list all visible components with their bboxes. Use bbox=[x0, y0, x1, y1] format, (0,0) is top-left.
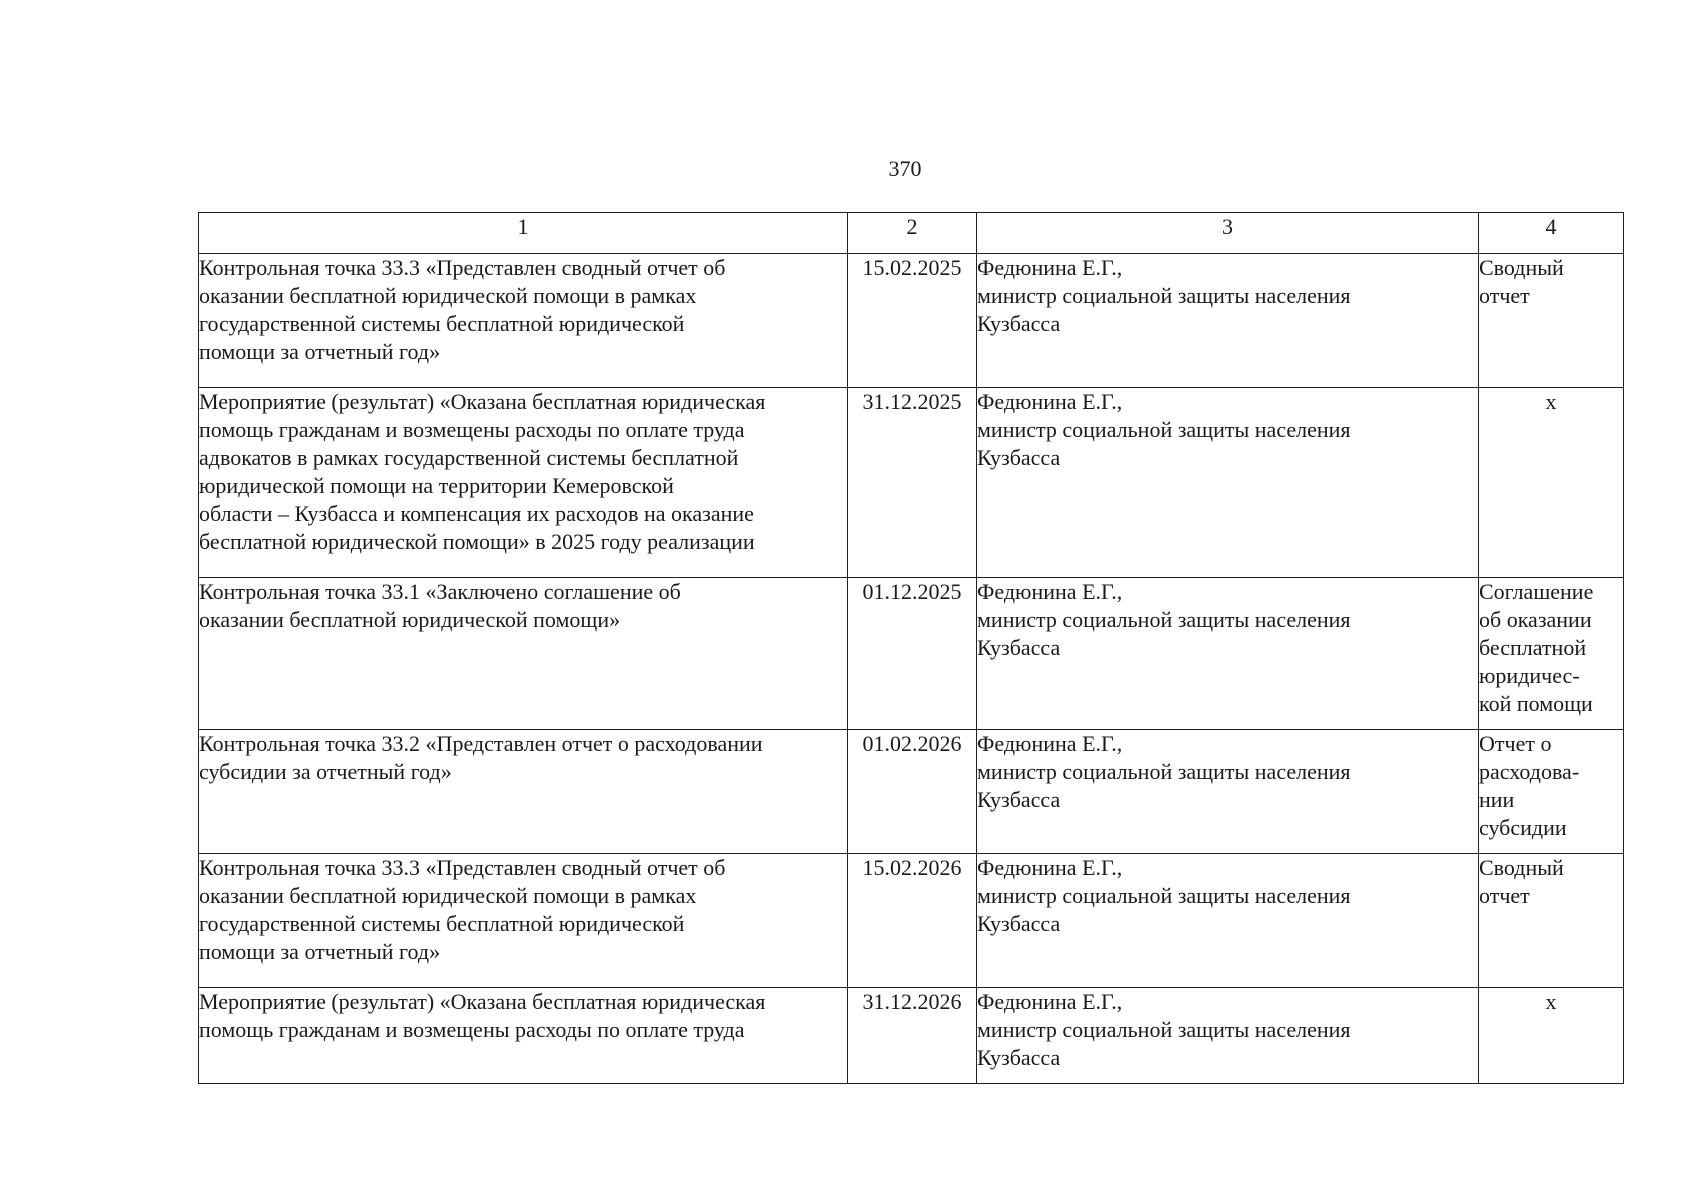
responsible-line: Кузбасса bbox=[977, 1045, 1061, 1070]
result-line: субсидии bbox=[1479, 815, 1567, 840]
cell-result bbox=[1479, 578, 1624, 730]
column-header-4: 4 bbox=[1479, 213, 1624, 254]
responsible-line: министр социальной защиты населения bbox=[977, 759, 1351, 784]
responsible-line: Федюнина Е.Г., bbox=[977, 255, 1123, 280]
description-line: Мероприятие (результат) «Оказана бесплатная юридическая bbox=[199, 989, 766, 1014]
description-line: Контрольная точка 33.1 «Заключено соглашение об bbox=[199, 579, 681, 604]
cell-date: 15.02.2026 bbox=[848, 854, 977, 988]
description-line: Контрольная точка 33.3 «Представлен сводный отчет об bbox=[199, 855, 726, 880]
responsible-line: министр социальной защиты населения bbox=[977, 883, 1351, 908]
responsible-line: Кузбасса bbox=[977, 787, 1061, 812]
description-line: оказании бесплатной юридической помощи» bbox=[199, 607, 621, 632]
result-line: отчет bbox=[1479, 883, 1530, 908]
cell-date: 01.02.2026 bbox=[848, 730, 977, 854]
responsible-line: Федюнина Е.Г., bbox=[977, 989, 1123, 1014]
result-line: юридичес- bbox=[1479, 663, 1580, 688]
table-row bbox=[199, 730, 1624, 854]
cell-description bbox=[199, 988, 848, 1084]
result-line: бесплатной bbox=[1479, 635, 1587, 660]
responsible-line: Кузбасса bbox=[977, 445, 1061, 470]
cell-description bbox=[199, 578, 848, 730]
result-line: Соглашение bbox=[1479, 579, 1594, 604]
description-line: оказании бесплатной юридической помощи в рамках bbox=[199, 883, 697, 908]
responsible-line: Кузбасса bbox=[977, 911, 1061, 936]
cell-description bbox=[199, 854, 848, 988]
description-line: бесплатной юридической помощи» в 2025 году реализации bbox=[199, 529, 755, 554]
table-row bbox=[199, 388, 1624, 578]
document-table bbox=[198, 212, 1624, 1084]
cell-date: 31.12.2026 bbox=[848, 988, 977, 1084]
description-line: Контрольная точка 33.2 «Представлен отчет о расходовании bbox=[199, 731, 763, 756]
result-line: Сводный bbox=[1479, 855, 1564, 880]
description-line: субсидии за отчетный год» bbox=[199, 759, 452, 784]
cell-description bbox=[199, 254, 848, 388]
cell-responsible bbox=[977, 388, 1479, 578]
cell-result bbox=[1479, 730, 1624, 854]
responsible-line: министр социальной защиты населения bbox=[977, 1017, 1351, 1042]
description-line: Контрольная точка 33.3 «Представлен сводный отчет об bbox=[199, 255, 726, 280]
description-line: государственной системы бесплатной юридической bbox=[199, 311, 685, 336]
result-line: х bbox=[1545, 389, 1557, 414]
responsible-line: министр социальной защиты населения bbox=[977, 283, 1351, 308]
cell-description bbox=[199, 730, 848, 854]
description-line: помощь гражданам и возмещены расходы по оплате труда bbox=[199, 417, 745, 442]
cell-date: 31.12.2025 bbox=[848, 388, 977, 578]
cell-date: 15.02.2025 bbox=[848, 254, 977, 388]
description-line: Мероприятие (результат) «Оказана бесплатная юридическая bbox=[199, 389, 766, 414]
description-line: помощи за отчетный год» bbox=[199, 339, 441, 364]
column-header-3: 3 bbox=[977, 213, 1479, 254]
table-row bbox=[199, 988, 1624, 1084]
responsible-line: Кузбасса bbox=[977, 635, 1061, 660]
column-header-2: 2 bbox=[848, 213, 977, 254]
cell-result bbox=[1479, 388, 1624, 578]
description-line: оказании бесплатной юридической помощи в рамках bbox=[199, 283, 697, 308]
responsible-line: министр социальной защиты населения bbox=[977, 417, 1351, 442]
cell-result bbox=[1479, 254, 1624, 388]
responsible-line: Федюнина Е.Г., bbox=[977, 389, 1123, 414]
cell-description bbox=[199, 388, 848, 578]
description-line: области – Кузбасса и компенсация их расходов на оказание bbox=[199, 501, 754, 526]
table-header-row bbox=[199, 213, 1624, 254]
description-line: государственной системы бесплатной юридической bbox=[199, 911, 685, 936]
table-row bbox=[199, 254, 1624, 388]
result-line: Отчет о bbox=[1479, 731, 1552, 756]
result-line: расходова- bbox=[1479, 759, 1580, 784]
cell-responsible bbox=[977, 254, 1479, 388]
responsible-line: Кузбасса bbox=[977, 311, 1061, 336]
result-line: х bbox=[1545, 989, 1557, 1014]
responsible-line: Федюнина Е.Г., bbox=[977, 855, 1123, 880]
cell-result bbox=[1479, 988, 1624, 1084]
description-line: адвокатов в рамках государственной системы бесплатной bbox=[199, 445, 739, 470]
cell-result bbox=[1479, 854, 1624, 988]
table-body bbox=[199, 254, 1624, 1084]
cell-responsible bbox=[977, 988, 1479, 1084]
cell-responsible bbox=[977, 578, 1479, 730]
result-line: нии bbox=[1479, 787, 1515, 812]
cell-responsible bbox=[977, 854, 1479, 988]
description-line: юридической помощи на территории Кемеровской bbox=[199, 473, 674, 498]
responsible-line: Федюнина Е.Г., bbox=[977, 731, 1123, 756]
result-line: Сводный bbox=[1479, 255, 1564, 280]
description-line: помощь гражданам и возмещены расходы по оплате труда bbox=[199, 1017, 745, 1042]
cell-date: 01.12.2025 bbox=[848, 578, 977, 730]
cell-responsible bbox=[977, 730, 1479, 854]
result-line: об оказании bbox=[1479, 607, 1592, 632]
result-line: кой помощи bbox=[1479, 691, 1593, 716]
responsible-line: министр социальной защиты населения bbox=[977, 607, 1351, 632]
column-header-1: 1 bbox=[199, 213, 848, 254]
page-number: 370 bbox=[888, 156, 922, 181]
result-line: отчет bbox=[1479, 283, 1530, 308]
table-row bbox=[199, 854, 1624, 988]
table-row bbox=[199, 578, 1624, 730]
responsible-line: Федюнина Е.Г., bbox=[977, 579, 1123, 604]
description-line: помощи за отчетный год» bbox=[199, 939, 441, 964]
